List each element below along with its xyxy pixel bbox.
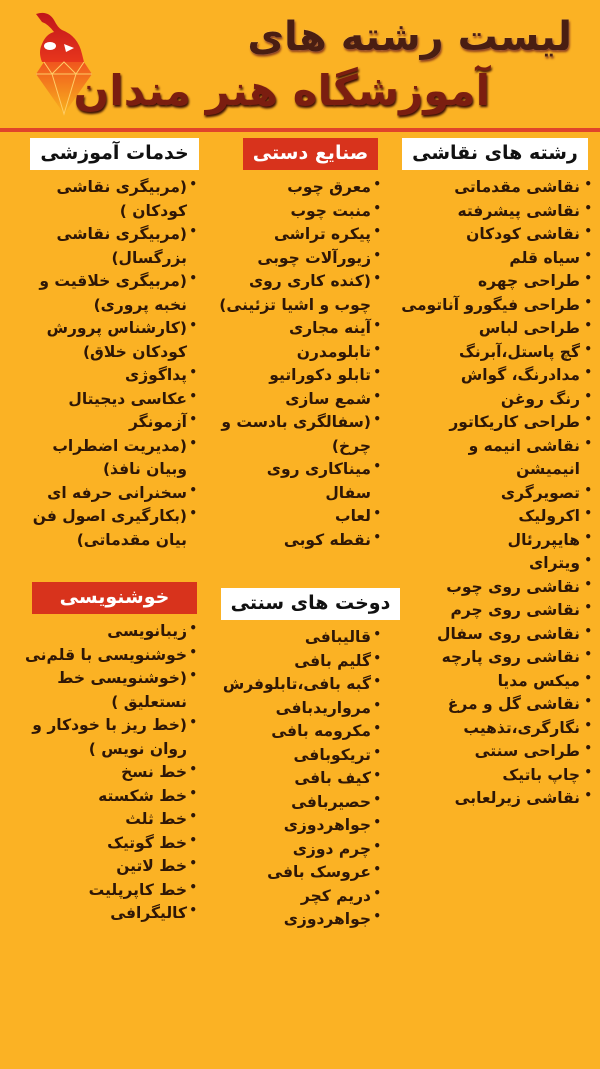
list-item: • میناکاری روی سفال: [218, 458, 379, 505]
list-item: • نقاشی مقدماتی: [400, 176, 590, 200]
list-item: • (بکارگیری اصول فن بیان مقدماتی): [22, 505, 195, 552]
list-item: • طراحی کاریکاتور: [400, 411, 590, 435]
list-item: • چرم دوزی: [218, 838, 379, 862]
list-item: • معرق چوب: [218, 176, 379, 200]
list-item: • نقاشی کودکان: [400, 223, 590, 247]
list-item: • طراحی لباس: [400, 317, 590, 341]
textiles-list: [218, 626, 403, 932]
list-item: • هایپررئال: [400, 529, 590, 553]
list-item: • جواهردوزی: [218, 814, 379, 838]
section-title-education: خدمات آموزشی: [30, 138, 198, 170]
list-item: • گچ پاستل،آبرنگ: [400, 341, 590, 365]
list-item: • چاپ باتیک: [400, 764, 590, 788]
list-item: • پیکره تراشی: [218, 223, 379, 247]
list-item: • سخنرانی حرفه ای: [22, 482, 195, 506]
list-item: • قالیبافی: [218, 626, 379, 650]
list-item: • نقاشی پیشرفته: [400, 200, 590, 224]
list-item: • خط ثلث: [22, 808, 195, 832]
list-item: • آزمونگر: [22, 411, 195, 435]
list-item: • عروسک بافی: [218, 861, 379, 885]
list-item: • تابلو دکوراتیو: [218, 364, 379, 388]
calligraphy-list: [22, 620, 207, 926]
list-item: • نقاشی روی سفال: [400, 623, 590, 647]
list-item: • خط گوتیک: [22, 832, 195, 856]
list-item: • مرواریدبافی: [218, 697, 379, 721]
list-item: • مدادرنگ، گواش: [400, 364, 590, 388]
section-textiles: [218, 588, 403, 932]
list-item: • نقاشی روی چرم: [400, 599, 590, 623]
list-item: • آینه مجاری: [218, 317, 379, 341]
list-item: • دریم کچر: [218, 885, 379, 909]
list-item: • خوشنویسی با قلم‌نی: [22, 644, 195, 668]
list-item: • تریکوبافی: [218, 744, 379, 768]
section-handicrafts: [218, 138, 403, 552]
list-item: • خط نسخ: [22, 761, 195, 785]
list-item: • (مدیریت اضطراب وبیان نافذ): [22, 435, 195, 482]
page-title-line2: آموزشگاه هنر مندان: [73, 66, 490, 115]
list-item: • میکس مدیا: [400, 670, 590, 694]
list-item: • خط کاپرپلیت: [22, 879, 195, 903]
list-item: • تابلومدرن: [218, 341, 379, 365]
section-title-calligraphy: خوشنویسی: [32, 582, 198, 614]
list-item: • رنگ روغن: [400, 388, 590, 412]
list-item: • طراحی فیگورو آناتومی: [400, 294, 590, 318]
list-item: • (مربیگری نقاشی بزرگسال): [22, 223, 195, 270]
list-item: • شمع سازی: [218, 388, 379, 412]
list-item: • خط شکسته: [22, 785, 195, 809]
list-item: • خط لاتین: [22, 855, 195, 879]
list-item: • لعاب: [218, 505, 379, 529]
list-item: • مکرومه بافی: [218, 720, 379, 744]
list-item: • زیبانویسی: [22, 620, 195, 644]
list-item: • پداگوژی: [22, 364, 195, 388]
education-list: [22, 176, 207, 552]
list-item: • (خط ریز با خودکار و روان نویس ): [22, 714, 195, 761]
list-item: • سیاه قلم: [400, 247, 590, 271]
list-item: • نقاشی زیرلعابی: [400, 787, 590, 811]
list-item: • جواهردوزی: [218, 908, 379, 932]
list-item: • کالیگرافی: [22, 902, 195, 926]
list-item: • (خوشنویسی خط نستعلیق ): [22, 667, 195, 714]
section-calligraphy: [22, 582, 207, 926]
list-item: • نگارگری،تذهیب: [400, 717, 590, 741]
list-item: • عکاسی دیجیتال: [22, 388, 195, 412]
list-item: • کیف بافی: [218, 767, 379, 791]
list-item: • (مربیگری نقاشی کودکان ): [22, 176, 195, 223]
list-item: • تصویرگری: [400, 482, 590, 506]
list-item: • گلیم بافی: [218, 650, 379, 674]
list-item: • نقاشی گل و مرغ: [400, 693, 590, 717]
list-item: • حصیربافی: [218, 791, 379, 815]
page-title-line1: لیست رشته های: [247, 14, 572, 60]
list-item: • (کنده کاری روی چوب و اشیا تزئینی): [218, 270, 379, 317]
section-title-handicrafts: صنایع دستی: [243, 138, 378, 170]
section-education: [22, 138, 207, 552]
list-item: • (مربیگری خلاقیت و نخبه پروری): [22, 270, 195, 317]
list-item: • گبه بافی،تابلوفرش: [218, 673, 379, 697]
handicrafts-list: [218, 176, 403, 552]
list-item: • ویترای: [400, 552, 590, 576]
list-item: • طراحی چهره: [400, 270, 590, 294]
list-item: • نقطه کوبی: [218, 529, 379, 553]
list-item: • طراحی سنتی: [400, 740, 590, 764]
section-title-painting: رشته های نقاشی: [402, 138, 588, 170]
header-divider: [0, 128, 600, 132]
header-banner: [0, 0, 600, 130]
list-item: • نقاشی انیمه و انیمیشن: [400, 435, 590, 482]
list-item: • زیورآلات چوبی: [218, 247, 379, 271]
list-item: • (سفالگری بادست و چرخ): [218, 411, 379, 458]
list-item: • منبت چوب: [218, 200, 379, 224]
section-painting: [400, 138, 590, 811]
painting-list: [400, 176, 590, 811]
list-item: • اکرولیک: [400, 505, 590, 529]
list-item: • نقاشی روی پارچه: [400, 646, 590, 670]
list-item: • (کارشناس پرورش کودکان خلاق): [22, 317, 195, 364]
list-item: • نقاشی روی چوب: [400, 576, 590, 600]
section-title-textiles: دوخت های سنتی: [221, 588, 401, 620]
